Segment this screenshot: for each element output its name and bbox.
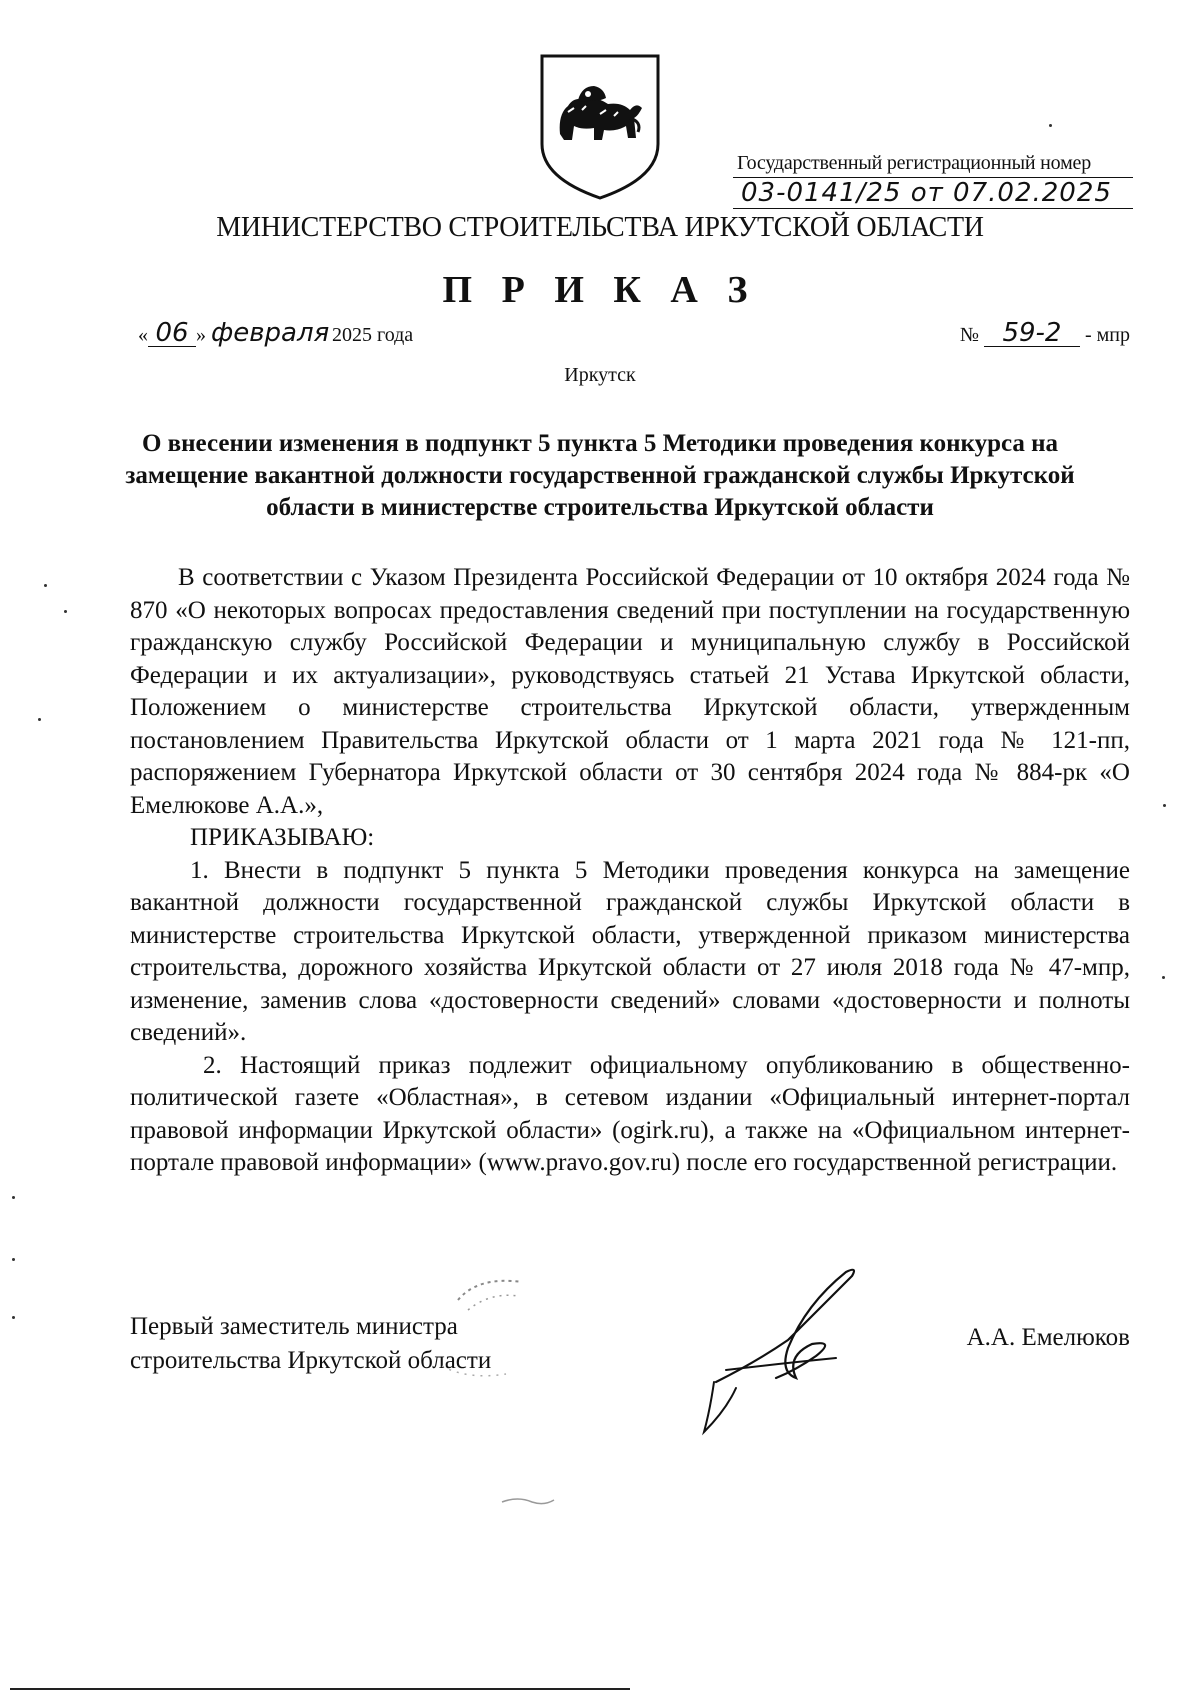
signatory-name: А.А. Емелюков	[966, 1324, 1130, 1351]
handwritten-signature	[696, 1260, 896, 1438]
document-title: П Р И К А З	[442, 269, 758, 311]
registration-block	[733, 152, 1133, 209]
date-day: 06	[148, 320, 196, 347]
date-month: февраля	[211, 318, 330, 348]
scan-speck	[1162, 976, 1165, 979]
coat-of-arms-emblem	[538, 52, 662, 202]
order-word: ПРИКАЗЫВАЮ:	[190, 824, 375, 851]
number-suffix: - мпр	[1084, 324, 1130, 346]
order-item-1: 1. Внести в подпункт 5 пункта 5 Методики проведения конкурса на замещение вакантной должности государственной гражданской службы Иркутской области в министерстве строительства Иркутской области, утвержденной приказом министерства строительства, дорожного хозяйства Иркутской области от 27 июля 2018 года № 47-мпр, изменение, заменив слова «достоверности сведений» словами «достоверности и полноты сведений».	[130, 856, 1130, 1046]
faint-mark	[498, 1490, 558, 1510]
scan-speck	[44, 584, 47, 587]
document-number	[960, 320, 1130, 347]
preamble-paragraph: В соответствии с Указом Президента Российской Федерации от 10 октября 2024 года № 870 «О некоторых вопросах предоставления сведений при поступлении на государственную гражданскую службу Российской Федерации и муниципальную службу в Российской Федерации и их актуализации», руководствуясь статьей 21 Устава Иркутской области, Положением о министерстве строительства Иркутской области, утвержденным постановлением Правительства Иркутской области от 1 марта 2021 года № 121-пп, распоряжением Губернатора Иркутской области от 30 сентября 2024 года № 884-рк «О Емелюкове А.А.»,	[130, 564, 1130, 819]
document-date: « 06 » февраля 2025 года	[138, 318, 414, 348]
number-value: 59-2	[984, 320, 1080, 347]
registration-label: Государственный регистрационный номер	[733, 152, 1133, 178]
signatory-position-line-1: Первый заместитель министра	[130, 1313, 458, 1340]
ministry-name: МИНИСТЕРСТВО СТРОИТЕЛЬСТВА ИРКУТСКОЙ ОБЛАСТИ	[216, 212, 984, 243]
signatory-position-line-2: строительства Иркутской области	[130, 1347, 492, 1374]
date-year: 2025 года	[332, 324, 414, 346]
scan-speck	[1049, 124, 1052, 127]
scan-speck	[12, 1316, 15, 1319]
faded-stamp-mark	[438, 1270, 558, 1390]
scan-speck	[38, 718, 41, 721]
page-bottom-edge-line	[10, 1688, 630, 1690]
registration-number: 03-0141/25 от 07.02.2025	[733, 178, 1133, 209]
scan-speck	[1163, 804, 1166, 807]
order-item-2: 2. Настоящий приказ подлежит официальному опубликованию в общественно-политической газете «Областная», в сетевом издании «Официальный интернет-портал правовой информации Иркутской области» (ogirk.ru), а также на «Официальном интернет-портале правовой информации» (www.pravo.gov.ru) после его государственной регистрации.	[130, 1051, 1130, 1176]
scan-speck	[12, 1258, 15, 1261]
number-prefix: №	[959, 324, 979, 346]
scan-speck	[12, 1196, 15, 1199]
document-subject: О внесении изменения в подпункт 5 пункта 5 Методики проведения конкурса на замещение вакантной должности государственной гражданской службы Иркутской области в министерстве строительства Иркутской области	[125, 430, 1075, 521]
document-body	[130, 562, 1130, 1180]
scan-speck	[64, 610, 67, 613]
city: Иркутск	[564, 364, 636, 386]
